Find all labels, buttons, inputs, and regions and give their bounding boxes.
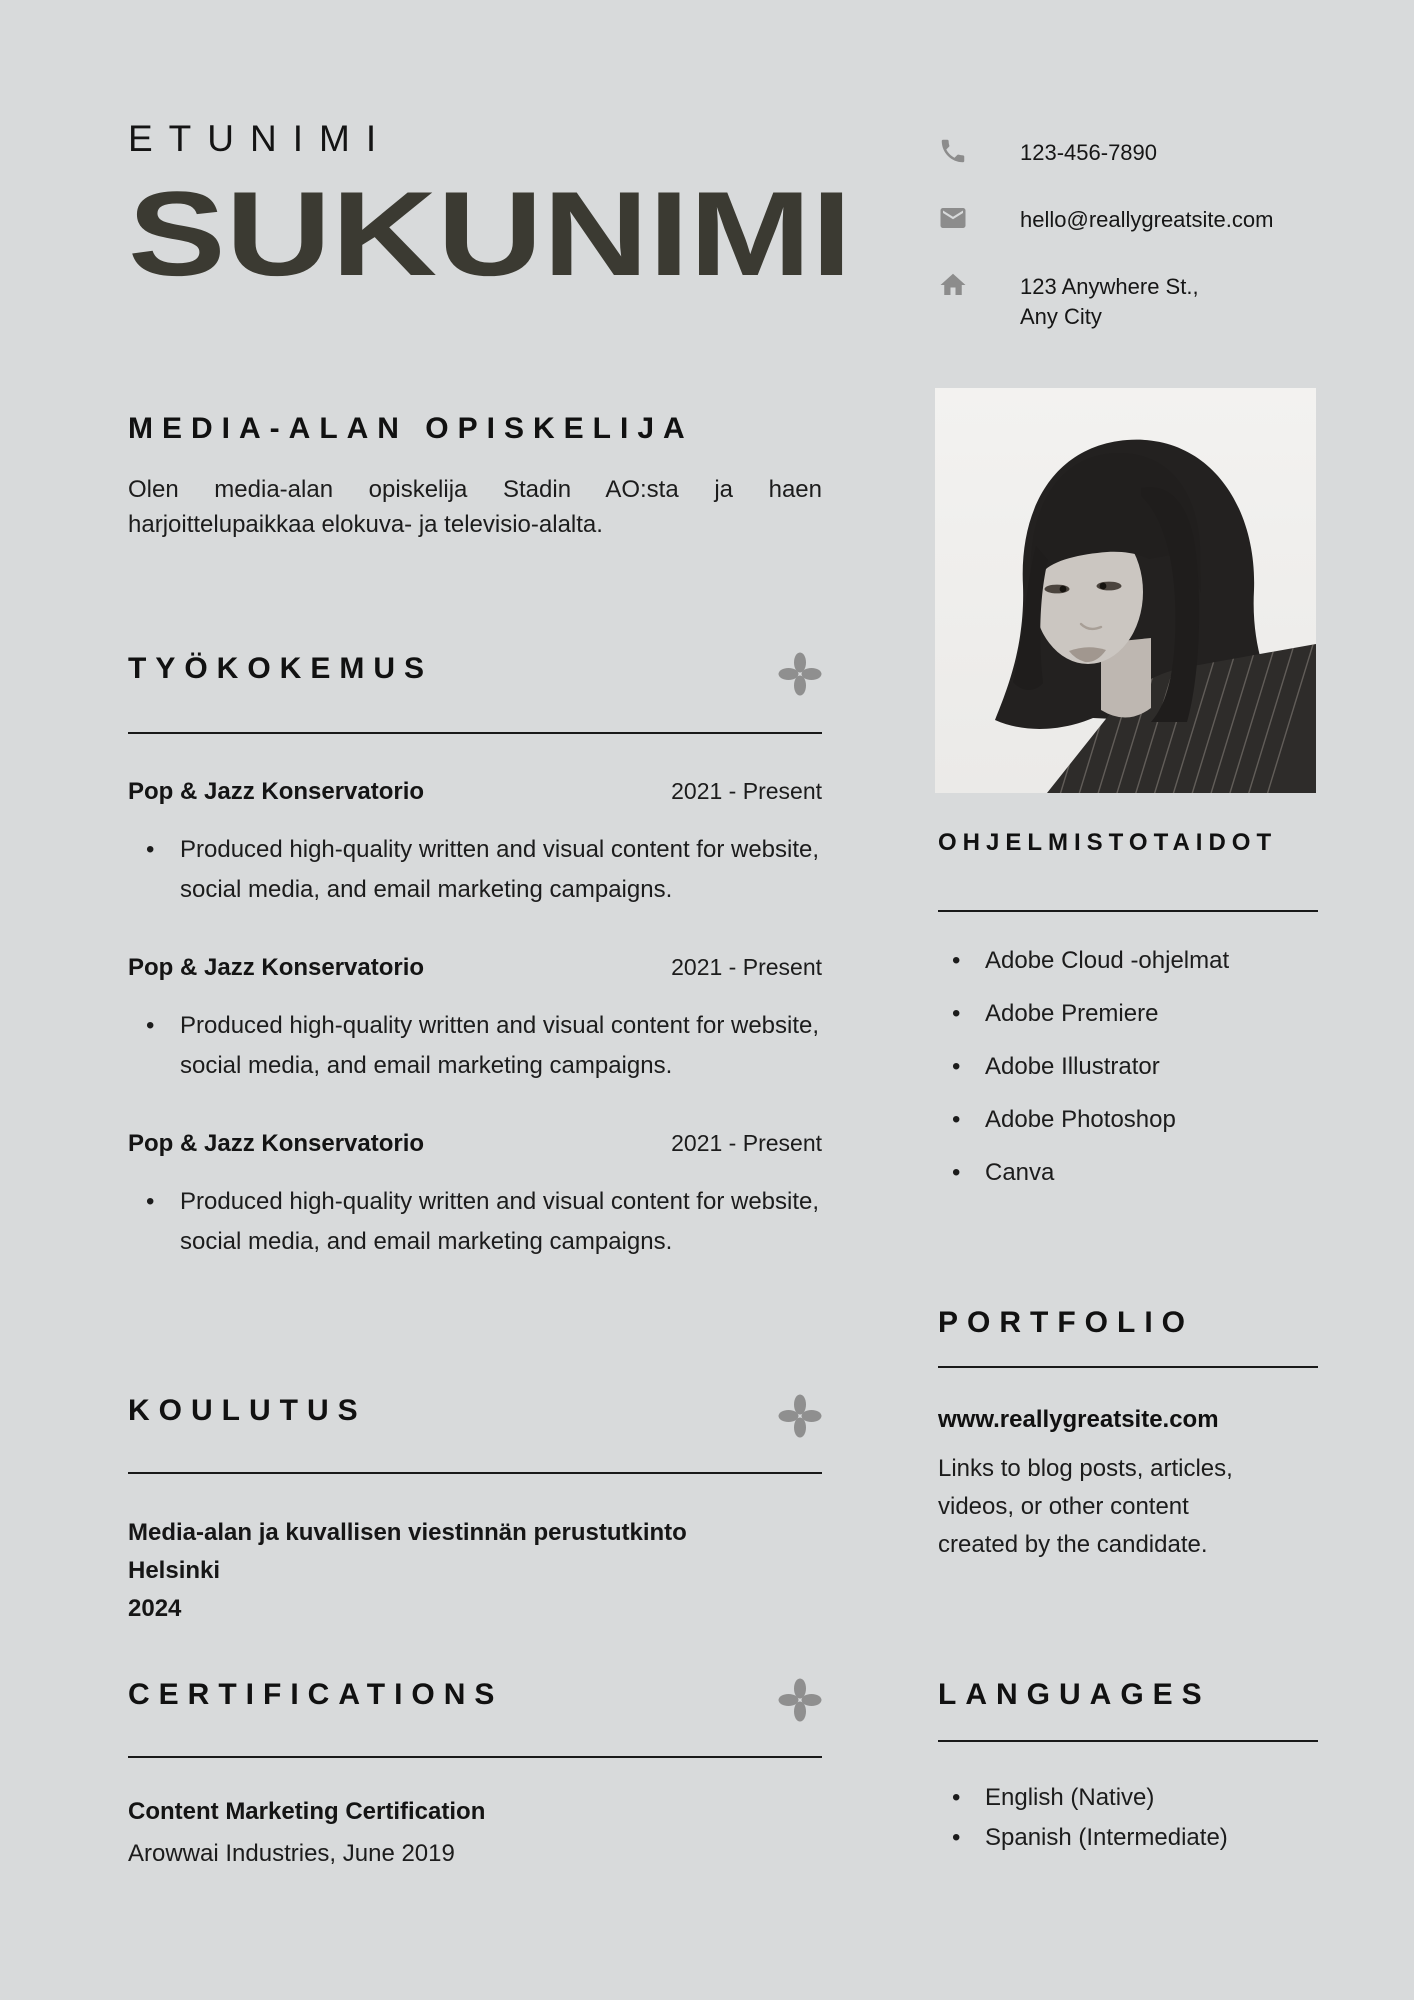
portfolio-section bbox=[938, 1306, 1318, 1564]
work-bullet: • Produced high-quality written and visual content for website, social media, and email marketing campaigns. bbox=[128, 1182, 822, 1262]
certification-issuer: Arowwai Industries, June 2019 bbox=[128, 1840, 455, 1867]
phone-number: 123-456-7890 bbox=[1020, 140, 1158, 165]
profile-section bbox=[128, 412, 822, 543]
work-bullet: • Produced high-quality written and visual content for website, social media, and email marketing campaigns. bbox=[128, 1006, 822, 1086]
address-line2: Any City bbox=[1020, 304, 1102, 329]
education-degree: Media-alan ja kuvallisen viestinnän perustutkinto bbox=[128, 1519, 687, 1546]
skills-section bbox=[938, 830, 1318, 1213]
skill-item: • Adobe Photoshop bbox=[938, 1107, 1318, 1133]
skill-item: • Canva bbox=[938, 1160, 1318, 1186]
work-section-title: TYÖKOKEMUS bbox=[128, 652, 434, 685]
profile-summary: Olen media-alan opiskelija Stadin AO:sta ja haen harjoittelupaikkaa elokuva- ja televisio-alalta. bbox=[128, 476, 822, 538]
portfolio-url-link[interactable]: www.reallygreatsite.com bbox=[938, 1406, 1219, 1433]
email-address[interactable]: hello@reallygreatsite.com bbox=[1020, 207, 1274, 232]
work-employer: Pop & Jazz Konservatorio bbox=[128, 778, 425, 805]
section-divider bbox=[128, 732, 822, 734]
work-employer: Pop & Jazz Konservatorio bbox=[128, 954, 425, 981]
phone-icon bbox=[938, 136, 968, 166]
education-section bbox=[128, 1394, 822, 1628]
profile-title: MEDIA-ALAN OPISKELIJA bbox=[128, 412, 694, 445]
work-section bbox=[128, 652, 822, 1262]
certifications-section-title: CERTIFICATIONS bbox=[128, 1678, 504, 1711]
section-divider bbox=[128, 1756, 822, 1758]
work-bullet: • Produced high-quality written and visual content for website, social media, and email marketing campaigns. bbox=[128, 830, 822, 910]
name-block bbox=[128, 118, 852, 301]
section-divider bbox=[938, 1366, 1318, 1368]
work-dates: 2021 - Present bbox=[671, 954, 822, 980]
contact-phone-row bbox=[938, 138, 1348, 168]
language-item: • Spanish (Intermediate) bbox=[938, 1818, 1318, 1858]
contact-address-row bbox=[938, 272, 1348, 332]
work-dates: 2021 - Present bbox=[671, 1130, 822, 1156]
education-location: Helsinki bbox=[128, 1557, 221, 1584]
certification-name: Content Marketing Certification bbox=[128, 1798, 486, 1825]
mailing-address bbox=[1020, 272, 1199, 332]
education-section-title: KOULUTUS bbox=[128, 1394, 367, 1427]
mail-icon bbox=[938, 203, 968, 233]
contact-block bbox=[938, 138, 1348, 369]
skill-item: • Adobe Illustrator bbox=[938, 1054, 1318, 1080]
plus-icon bbox=[778, 652, 822, 701]
address-line1: 123 Anywhere St., bbox=[1020, 274, 1199, 299]
languages-section bbox=[938, 1678, 1318, 1858]
last-name: SUKUNIMI bbox=[128, 167, 852, 301]
language-item: • English (Native) bbox=[938, 1778, 1318, 1818]
contact-email-row bbox=[938, 205, 1348, 235]
work-entry bbox=[128, 954, 822, 1086]
skill-item: • Adobe Premiere bbox=[938, 1001, 1318, 1027]
skill-item: • Adobe Cloud -ohjelmat bbox=[938, 948, 1318, 974]
portrait-photo bbox=[935, 388, 1316, 793]
education-year: 2024 bbox=[128, 1595, 182, 1622]
first-name: ETUNIMI bbox=[128, 118, 393, 159]
section-divider bbox=[938, 1740, 1318, 1742]
work-dates: 2021 - Present bbox=[671, 778, 822, 804]
section-divider bbox=[938, 910, 1318, 912]
languages-section-title: LANGUAGES bbox=[938, 1678, 1211, 1711]
work-entry bbox=[128, 1130, 822, 1262]
portfolio-description: Links to blog posts, articles, videos, or other content created by the candidate. bbox=[938, 1455, 1233, 1558]
work-entry bbox=[128, 778, 822, 910]
plus-icon bbox=[778, 1678, 822, 1727]
section-divider bbox=[128, 1472, 822, 1474]
skills-section-title: OHJELMISTOTAIDOT bbox=[938, 829, 1278, 856]
portfolio-section-title: PORTFOLIO bbox=[938, 1306, 1194, 1339]
plus-icon bbox=[778, 1394, 822, 1443]
certifications-section bbox=[128, 1678, 822, 1868]
work-employer: Pop & Jazz Konservatorio bbox=[128, 1130, 425, 1157]
home-icon bbox=[938, 270, 968, 300]
